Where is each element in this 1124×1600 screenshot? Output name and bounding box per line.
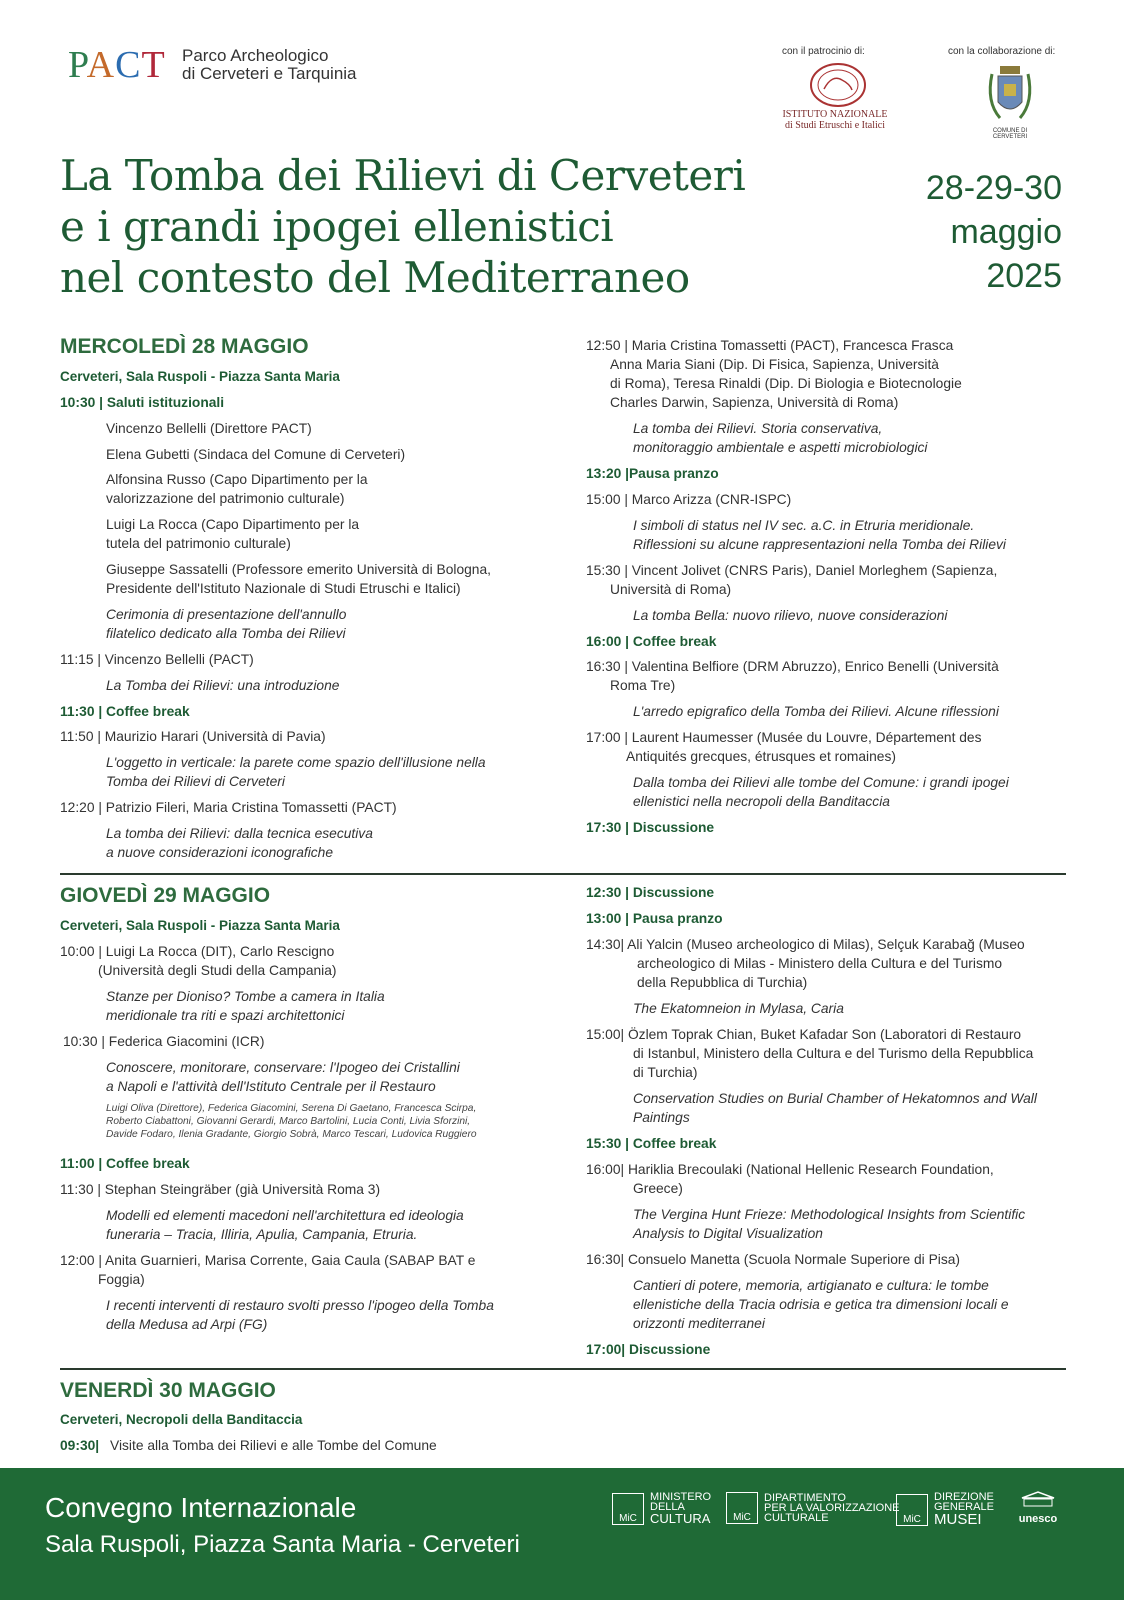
program-line: Roma Tre)	[610, 678, 676, 693]
program-line: Analysis to Digital Visualization	[633, 1226, 823, 1241]
unesco-temple-icon	[1018, 1490, 1058, 1508]
day3-heading: VENERDÌ 30 MAGGIO	[60, 1379, 276, 1402]
day3-time: 09:30|	[60, 1438, 100, 1453]
program-line: 11:30 | Stephan Steingräber (già Università Roma 3)	[60, 1182, 381, 1197]
program-line: 12:00 | Anita Guarnieri, Marisa Corrente, Gaia Caula (SABAP BAT e	[60, 1253, 476, 1268]
program-line: Conservation Studies on Burial Chamber of Hekatomnos and Wall	[633, 1091, 1037, 1106]
footer-venue: Sala Ruspoli, Piazza Santa Maria - Cerveteri	[45, 1531, 520, 1558]
program-line: 11:50 | Maurizio Harari (Università di Pavia)	[60, 729, 326, 744]
program-line: monitoraggio ambientale e aspetti microbiologici	[633, 440, 928, 455]
footer-title: Convegno Internazionale	[45, 1492, 357, 1523]
program-line: 10:00 | Luigi La Rocca (DIT), Carlo Rescigno	[60, 944, 335, 959]
program-line: della Medusa ad Arpi (FG)	[106, 1317, 268, 1332]
program-line: I simboli di status nel IV sec. a.C. in Etruria meridionale.	[633, 518, 975, 533]
patronage-label: con il patrocinio di:	[782, 46, 865, 57]
program-line: Elena Gubetti (Sindaca del Comune di Cerveteri)	[106, 447, 406, 462]
program-line: (Università degli Studi della Campania)	[98, 963, 337, 978]
program-line: Luigi La Rocca (Capo Dipartimento per la	[106, 517, 360, 532]
day3-activity: Visite alla Tomba dei Rilievi e alle Tombe del Comune	[110, 1438, 437, 1453]
mic-icon: MiC	[896, 1494, 928, 1526]
program-line: 13:00 | Pausa pranzo	[586, 911, 723, 926]
program-line: 15:00| Özlem Toprak Chian, Buket Kafadar Son (Laboratori di Restauro	[586, 1027, 1022, 1042]
program-line: 11:15 | Vincenzo Bellelli (PACT)	[60, 652, 254, 667]
program-line: Riflessioni su alcune rappresentazioni nella Tomba dei Rilievi	[633, 537, 1006, 552]
comune-cerveteri-crest-icon	[982, 62, 1038, 128]
program-line: Davide Fodaro, Ilenia Gradante, Giorgio Sobrà, Marco Tescari, Ludovica Ruggiero	[106, 1129, 477, 1140]
program-line: Luigi Oliva (Direttore), Federica Giacomini, Serena Di Gaetano, Francesca Scirpa,	[106, 1103, 477, 1114]
day1-location: Cerveteri, Sala Ruspoli - Piazza Santa Maria	[60, 369, 340, 384]
program-line: 16:00 | Coffee break	[586, 634, 717, 649]
program-line: 16:00| Hariklia Brecoulaki (National Hellenic Research Foundation,	[586, 1162, 994, 1177]
program-line: Paintings	[633, 1110, 690, 1125]
mic-icon: MiC	[612, 1493, 644, 1525]
program-line: L'arredo epigrafico della Tomba dei Rilievi. Alcune riflessioni	[633, 704, 999, 719]
day2-heading: GIOVEDÌ 29 MAGGIO	[60, 884, 271, 907]
dipartimento-logo: MiC DIPARTIMENTO PER LA VALORIZZAZIONE CULTURALE	[726, 1492, 900, 1524]
program-line: 17:30 | Discussione	[586, 820, 715, 835]
collaboration-label: con la collaborazione di:	[948, 46, 1056, 57]
program-line: 12:20 | Patrizio Fileri, Maria Cristina Tomassetti (PACT)	[60, 800, 397, 815]
direzione-musei-logo: MiC DIREZIONE GENERALE MUSEI	[896, 1492, 994, 1527]
istituto-etruschi-seal-icon	[808, 62, 868, 108]
program-line: 10:30 | Saluti istituzionali	[60, 395, 225, 410]
pact-logo: PACT	[68, 44, 166, 86]
program-line: 15:30 | Coffee break	[586, 1136, 717, 1151]
program-line: The Vergina Hunt Frieze: Methodological Insights from Scientific	[633, 1207, 1026, 1222]
comune-name: COMUNE DI CERVETERI	[992, 128, 1028, 140]
program-line: La tomba Bella: nuovo rilievo, nuove considerazioni	[633, 608, 948, 623]
program-line: funeraria – Tracia, Illiria, Apulia, Campania, Etruria.	[106, 1227, 418, 1242]
program-line: La Tomba dei Rilievi: una introduzione	[106, 678, 340, 693]
program-line: 12:30 | Discussione	[586, 885, 715, 900]
program-line: 11:00 | Coffee break	[60, 1156, 190, 1171]
program-line: Vincenzo Bellelli (Direttore PACT)	[106, 421, 312, 436]
program-line: L'oggetto in verticale: la parete come spazio dell'illusione nella	[106, 755, 486, 770]
program-line: ellenistiche della Tracia odrisia e getica tra dimensioni locali e	[633, 1297, 1009, 1312]
ministero-logo: MiC MINISTERO DELLA CULTURA	[612, 1492, 711, 1525]
program-line: di Istanbul, Ministero della Cultura e del Turismo della Repubblica	[633, 1046, 1034, 1061]
program-line: Alfonsina Russo (Capo Dipartimento per la	[106, 472, 368, 487]
program-line: a nuove considerazioni iconografiche	[106, 845, 334, 860]
program-line: Stanze per Dioniso? Tombe a camera in Italia	[106, 989, 385, 1004]
program-line: Foggia)	[98, 1272, 145, 1287]
program-line: Antiquités grecques, étrusques et romaines)	[626, 749, 896, 764]
unesco-logo: unesco	[1010, 1490, 1066, 1525]
program-line: della Repubblica di Turchia)	[637, 975, 808, 990]
program-line: Giuseppe Sassatelli (Professore emerito Università di Bologna,	[106, 562, 491, 577]
program-line: 12:50 | Maria Cristina Tomassetti (PACT), Francesca Frasca	[586, 338, 954, 353]
program-line: 17:00| Discussione	[586, 1342, 711, 1357]
program-line: La tomba dei Rilievi: dalla tecnica esecutiva	[106, 826, 373, 841]
day2-location: Cerveteri, Sala Ruspoli - Piazza Santa Maria	[60, 918, 340, 933]
program-line: a Napoli e l'attività dell'Istituto Centrale per il Restauro	[106, 1079, 436, 1094]
program-line: Presidente dell'Istituto Nazionale di Studi Etruschi e Italici)	[106, 581, 461, 596]
program-line: 17:00 | Laurent Haumesser (Musée du Louvre, Département des	[586, 730, 982, 745]
conference-title: La Tomba dei Rilievi di Cerveteri e i grandi ipogei ellenistici nel contesto del Mediterraneo	[60, 151, 746, 302]
program-line: 15:00 | Marco Arizza (CNR-ISPC)	[586, 492, 792, 507]
program-line: La tomba dei Rilievi. Storia conservativa,	[633, 421, 883, 436]
program-line: tutela del patrimonio culturale)	[106, 536, 291, 551]
program-line: filatelico dedicato alla Tomba dei Rilievi	[106, 626, 346, 641]
program-line: orizzonti mediterranei	[633, 1316, 765, 1331]
program-line: Università di Roma)	[610, 582, 732, 597]
program-line: archeologico di Milas - Ministero della Cultura e del Turismo	[637, 956, 1003, 971]
section-divider	[60, 873, 1066, 875]
conference-dates: 28-29-30 maggio 2025	[925, 169, 1062, 295]
program-line: Tomba dei Rilievi di Cerveteri	[106, 774, 285, 789]
program-line: 16:30 | Valentina Belfiore (DRM Abruzzo), Enrico Benelli (Università	[586, 659, 999, 674]
section-divider	[60, 1368, 1066, 1370]
program-line: Greece)	[633, 1181, 683, 1196]
program-line: 11:30 | Coffee break	[60, 704, 190, 719]
program-line: The Ekatomneion in Mylasa, Caria	[633, 1001, 844, 1016]
pact-logo-subtitle: Parco Archeologico di Cerveteri e Tarquinia	[182, 46, 357, 83]
program-line: meridionale tra riti e spazi architettonici	[106, 1008, 345, 1023]
istituto-name: ISTITUTO NAZIONALE di Studi Etruschi e Italici	[782, 109, 888, 131]
program-line: Dalla tomba dei Rilievi alle tombe del Comune: i grandi ipogei	[633, 775, 1009, 790]
program-line: Charles Darwin, Sapienza, Università di Roma)	[610, 395, 899, 410]
program-line: 10:30 | Federica Giacomini (ICR)	[63, 1034, 265, 1049]
mic-icon: MiC	[726, 1492, 758, 1524]
program-line: Roberto Ciabattoni, Giovanni Gerardi, Marco Bartolini, Lucia Conti, Livia Sforzini,	[106, 1116, 471, 1127]
day1-heading: MERCOLEDÌ 28 MAGGIO	[60, 335, 309, 358]
program-line: 16:30| Consuelo Manetta (Scuola Normale Superiore di Pisa)	[586, 1252, 960, 1267]
program-line: 14:30| Ali Yalcin (Museo archeologico di Milas), Selçuk Karabağ (Museo	[586, 937, 1025, 952]
program-line: di Turchia)	[633, 1065, 698, 1080]
program-line: Anna Maria Siani (Dip. Di Fisica, Sapienza, Università	[610, 357, 939, 372]
program-line: di Roma), Teresa Rinaldi (Dip. Di Biologia e Biotecnologie	[610, 376, 962, 391]
program-line: I recenti interventi di restauro svolti presso l'ipogeo della Tomba	[106, 1298, 494, 1313]
program-line: Cerimonia di presentazione dell'annullo	[106, 607, 347, 622]
program-line: ellenistici nella necropoli della Banditaccia	[633, 794, 890, 809]
program-line: Conoscere, monitorare, conservare: l'Ipogeo dei Cristallini	[106, 1060, 460, 1075]
program-line: Cantieri di potere, memoria, artigianato e cultura: le tombe	[633, 1278, 989, 1293]
day3-location: Cerveteri, Necropoli della Banditaccia	[60, 1412, 303, 1427]
program-line: Modelli ed elementi macedoni nell'architettura ed ideologia	[106, 1208, 464, 1223]
program-line: 13:20 |Pausa pranzo	[586, 466, 719, 481]
program-line: valorizzazione del patrimonio culturale)	[106, 491, 345, 506]
program-line: 15:30 | Vincent Jolivet (CNRS Paris), Daniel Morleghem (Sapienza,	[586, 563, 998, 578]
